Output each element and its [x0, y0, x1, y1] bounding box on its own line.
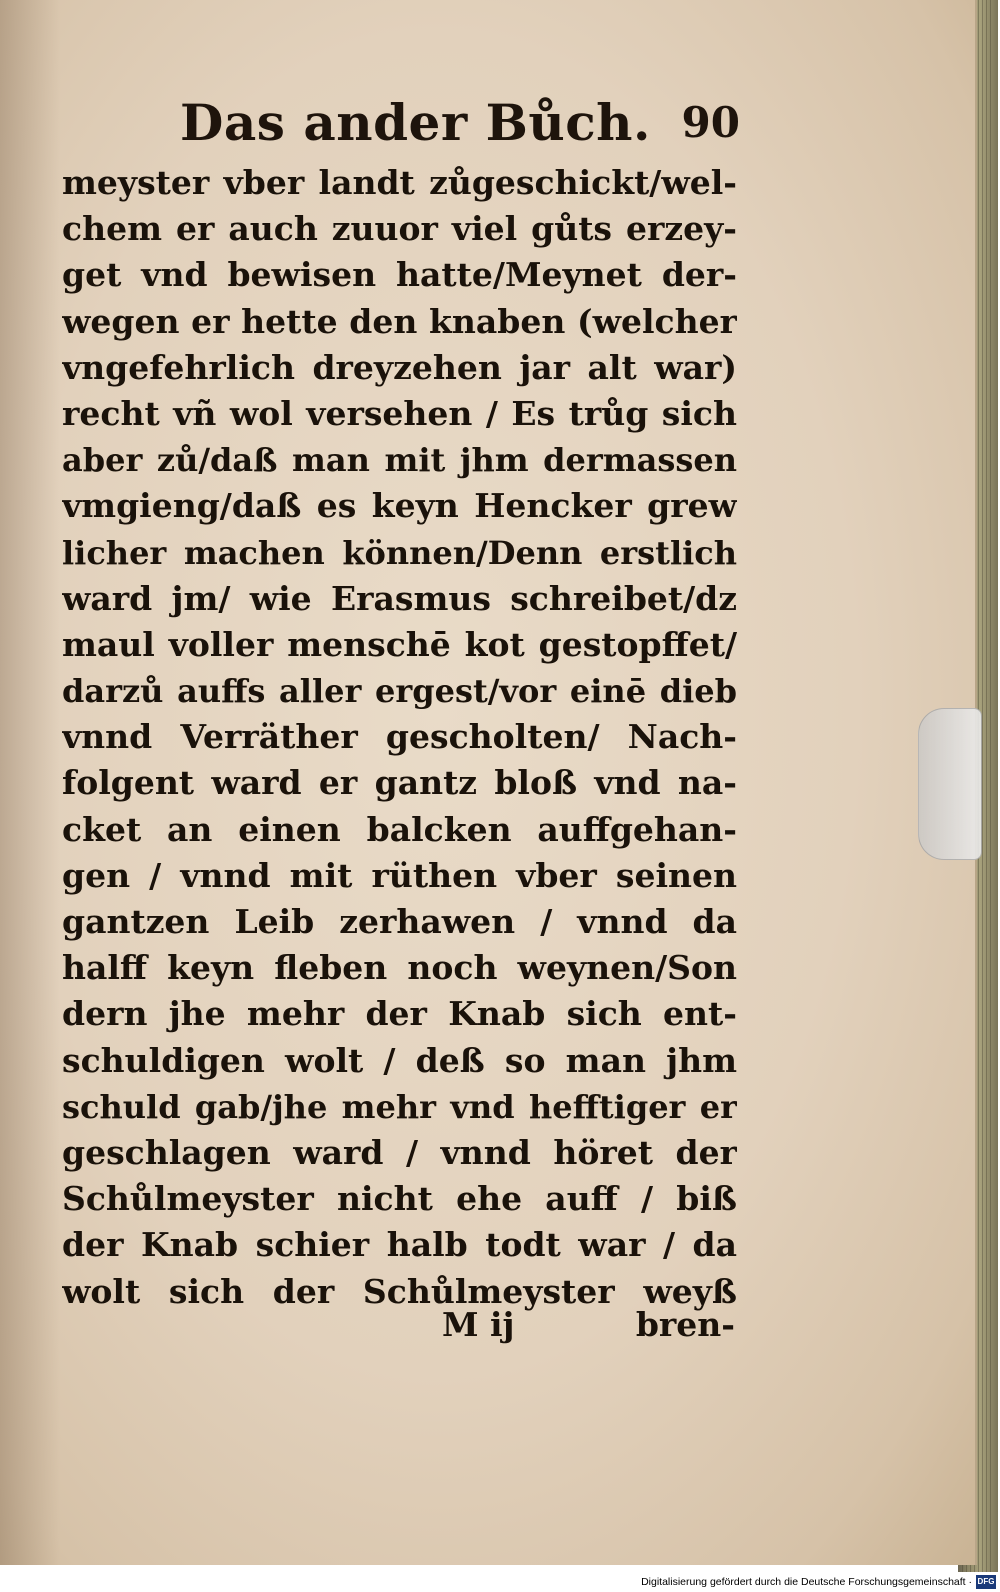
running-title: Das ander Bůch. — [180, 93, 651, 152]
text-line: wegen er hette den knaben (welcher — [62, 301, 737, 341]
text-line: get vnd bewisen hatte/Meynet der- — [62, 255, 737, 295]
page-header — [180, 88, 740, 158]
page-marker-tab — [918, 708, 982, 860]
text-line: halff keyn fleben noch weynen/Son — [62, 948, 737, 988]
text-line: folgent ward er gantz bloß vnd na- — [62, 763, 737, 803]
text-line: darzů auffs aller ergest/vor einē dieb — [62, 672, 737, 711]
text-line: dern jhe mehr der Knab sich ent- — [62, 994, 737, 1034]
credit-text: Digitalisierung gefördert durch die Deutsche Forschungsgemeinschaft · — [641, 1576, 972, 1588]
text-line: gantzen Leib zerhawen / vnnd da — [62, 902, 737, 941]
text-line: schuld gab/jhe mehr vnd hefftiger er — [62, 1087, 737, 1126]
text-line: licher machen können/Denn erstlich — [62, 533, 737, 572]
body-text — [62, 160, 737, 1315]
text-line: maul voller menschē kot gestopffet/ — [62, 624, 737, 664]
text-line: chem er auch zuuor viel gůts erzey- — [62, 209, 737, 249]
text-line: schuldigen wolt / deß so man jhm — [62, 1040, 737, 1080]
text-line: vmgieng/daß es keyn Hencker grew — [62, 486, 737, 526]
text-line: vngefehrlich dreyzehen jar alt war) — [62, 347, 737, 387]
text-line: vnnd Verräther gescholten/ Nach- — [62, 717, 737, 757]
text-line: wolt sich der Schůlmeyster weyß — [62, 1271, 737, 1311]
text-line: der Knab schier halb todt war / da — [62, 1225, 737, 1265]
text-line: recht vñ wol versehen / Es trůg sich — [62, 393, 737, 433]
text-line: cket an einen balcken auffgehan- — [62, 809, 737, 849]
catchword: bren- — [635, 1305, 735, 1344]
text-line: meyster vber landt zůgeschickt/wel- — [62, 163, 737, 202]
text-line: Schůlmeyster nicht ehe auff / biß — [62, 1179, 737, 1219]
text-line: ward jm/ wie Erasmus schreibet/dz — [62, 578, 737, 618]
text-line: aber zů/daß man mit jhm dermassen — [62, 441, 737, 480]
signature-mark: M ij — [442, 1305, 515, 1344]
page-number: 90 — [681, 98, 740, 147]
page-footer — [430, 1302, 735, 1348]
credit-bar — [0, 1573, 1000, 1592]
text-line: gen / vnnd mit rüthen vber seinen — [62, 855, 737, 895]
dfg-logo: DFG — [976, 1575, 996, 1589]
text-line: geschlagen ward / vnnd höret der — [62, 1132, 737, 1172]
